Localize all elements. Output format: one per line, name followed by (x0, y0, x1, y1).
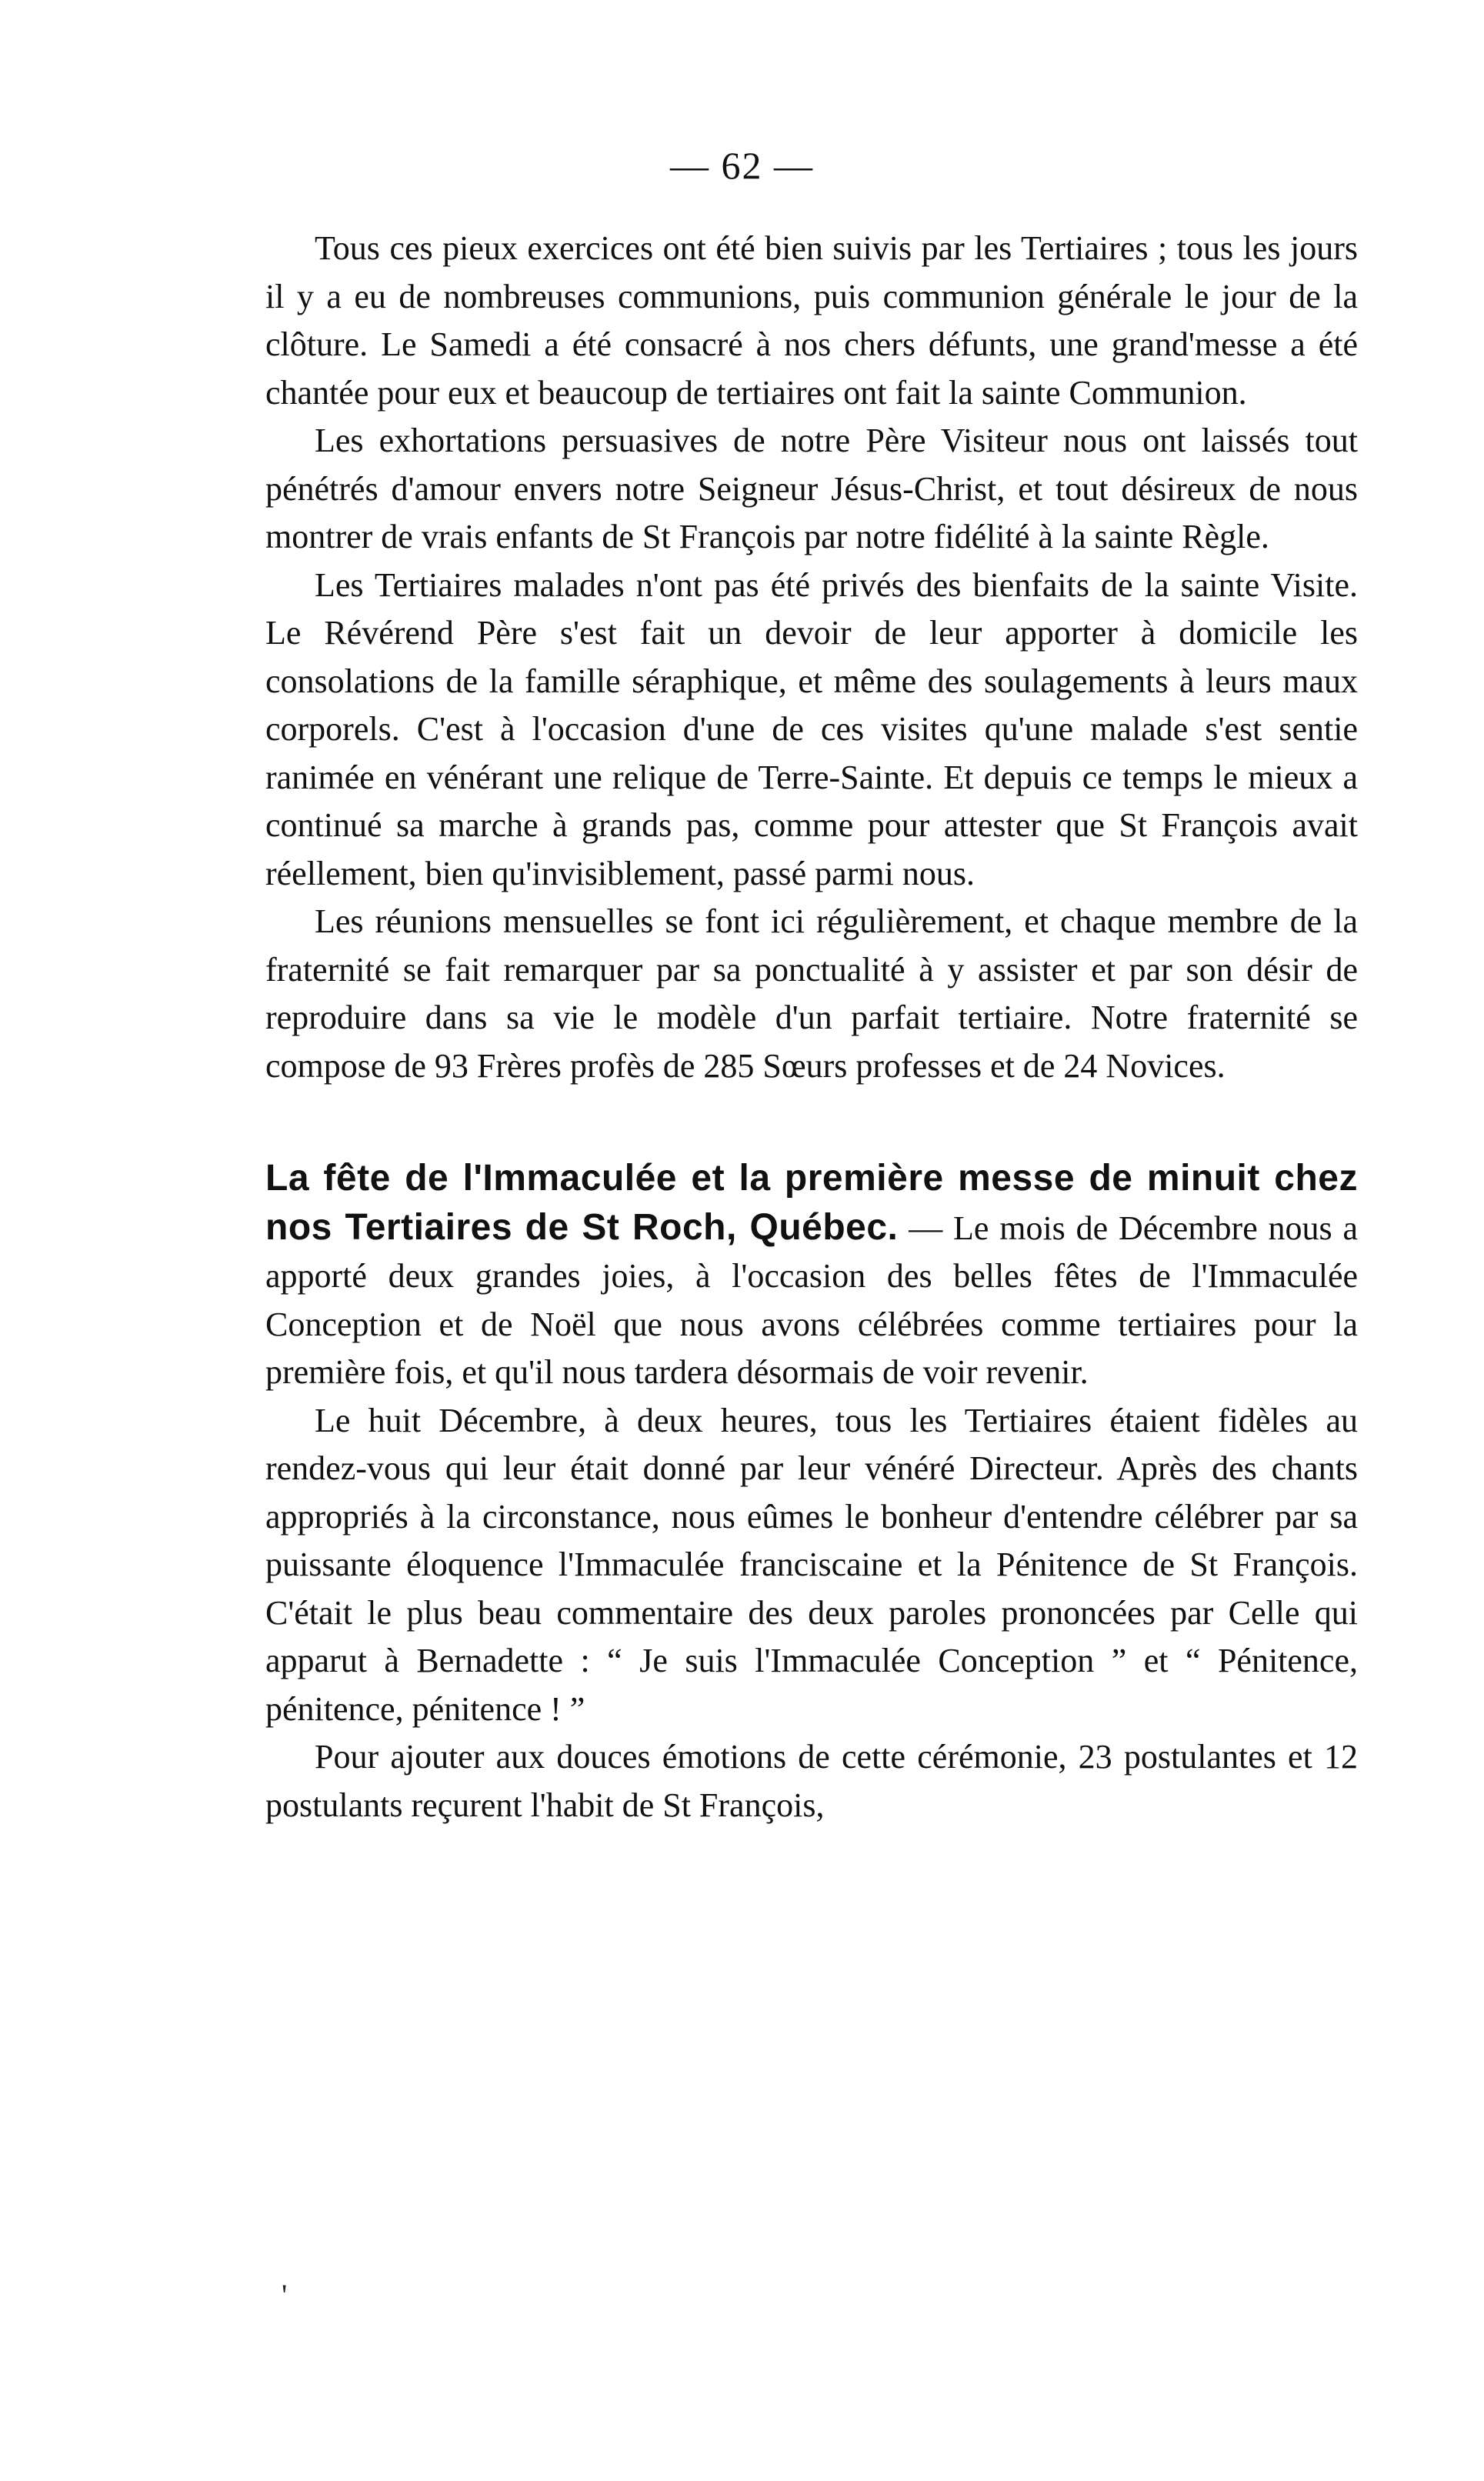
paragraph-december-eighth: Le huit Décembre, à deux heures, tous les Tertiaires étaient fidèles au rendez-vous qui leur était donné par leur vénéré Directeur. Après des chants appropriés à la circonstance, nous eûmes le bonheur d'entendre célébrer par sa puissante éloquence l'Immaculée franciscaine et la Pénitence de St François. C'était le plus beau commentaire des deux paroles prononcées par Celle qui apparut à Bernadette : “ Je suis l'Immaculée Conception ” et “ Pénitence, pénitence, pénitence ! ” (265, 1401, 1358, 1728)
ink-speck-decoration: ' (282, 2278, 288, 2313)
section-intro: — Le mois de Décembre nous a apporté deux grandes joies, à l'occasion des belles fêtes de l'Immaculée Conception et de Noël que nous avons célébrées comme tertiaires pour la première fois, et qu'il nous tardera désormais de voir revenir. (265, 1209, 1358, 1391)
paragraph-monthly-meetings: Les réunions mensuelles se font ici régulièrement, et chaque membre de la fraternité se fait remarquer par sa ponctualité à y assister et par son désir de reproduire dans sa vie le modèle d'un parfait tertiaire. Notre fraternité se compose de 93 Frères profès de 285 Sœurs professes et de 24 Novices. (265, 902, 1358, 1085)
paragraph-exercises: Tous ces pieux exercices ont été bien suivis par les Tertiaires ; tous les jours il y a eu de nombreuses communions, puis communion générale le jour de la clôture. Le Samedi a été consacré à nos chers défunts, une grand'messe a été chantée pour eux et beaucoup de tertiaires ont fait la sainte Communion. (265, 229, 1358, 412)
paragraph-exhortations: Les exhortations persuasives de notre Père Visiteur nous ont laissés tout pénétrés d'amour envers notre Seigneur Jésus-Christ, et tout désireux de nous montrer de vrais enfants de St François par notre fidélité à la sainte Règle. (265, 422, 1358, 555)
page-number: — 62 — (670, 144, 814, 187)
section-title: La fête de l'Immaculée et la première messe de minuit chez nos Tertiaires de St Roch, Québec. (265, 1158, 1358, 1248)
paragraph-sick-tertiaries: Les Tertiaires malades n'ont pas été privés des bienfaits de la sainte Visite. Le Révérend Père s'est fait un devoir de leur apporter à domicile les consolations de la famille séraphique, et même des soulagements à leurs maux corporels. C'est à l'occasion d'une de ces visites qu'une malade s'est sentie ranimée en vénérant une relique de Terre-Sainte. Et depuis ce temps le mieux a continué sa marche à grands pas, comme pour attester que St François avait réellement, bien qu'invisiblement, passé parmi nous. (265, 565, 1358, 892)
paragraph-postulants: Pour ajouter aux douces émotions de cette cérémonie, 23 postulantes et 12 postulants reçurent l'habit de St François, (265, 1738, 1358, 1824)
section-immaculee (265, 1155, 1358, 1397)
body-text (265, 225, 1358, 1829)
